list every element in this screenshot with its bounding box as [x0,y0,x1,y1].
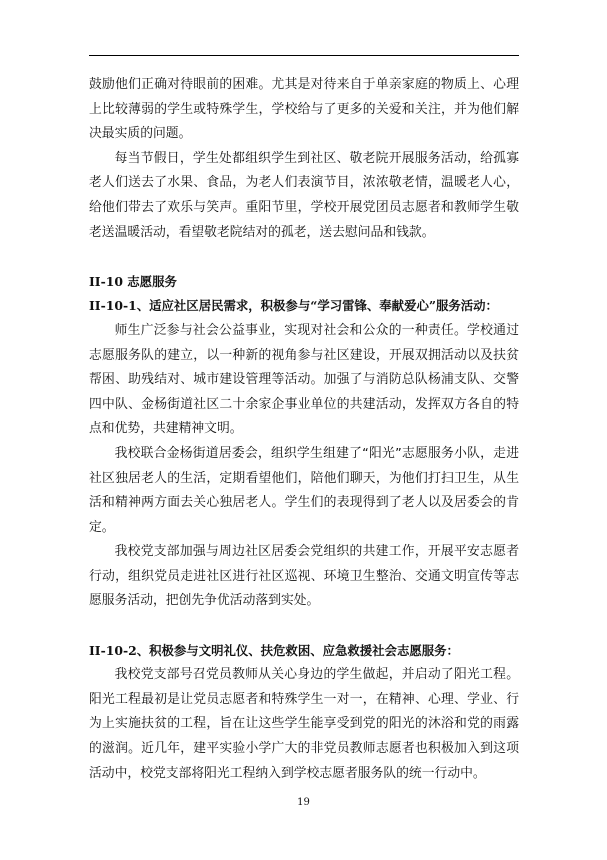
section-heading: II-10 志愿服务 [89,273,177,289]
paragraph-1: 鼓励他们正确对待眼前的困难。尤其是对待来自于单亲家庭的物质上、心理上比较薄弱的学生或特殊学生，学校给与了更多的关爱和关注，并为他们解决最实质的问题。 [89,77,519,142]
paragraph-3: 师生广泛参与社会公益事业，实现对社会和公众的一种责任。学校通过志愿服务队的建立，以一种新的视角参与社区建设，开展双拥活动以及扶贫帮困、助残结对、城市建设管理等活动。加强了与消防总队杨浦支队、交警四中队、金杨街道社区二十余家企事业单位的共建活动，发挥双方各自的特点和优势，共建精神文明。 [89,322,519,437]
spacer [89,245,519,270]
page-number: 19 [297,797,310,808]
subsection-heading-1: II-10-1、适应社区居民需求，积极参与“学习雷锋、奉献爱心”服务活动： [89,298,498,314]
paragraph-5: 我校党支部加强与周边社区居委会党组织的共建工作，开展平安志愿者行动，组织党员走进社区进行社区巡视、环境卫生整治、交通文明宣传等志愿服务活动，把创先争优活动落到实处。 [89,544,519,609]
header-rule [89,55,519,56]
subsection-heading-2: II-10-2、积极参与文明礼仪、扶危救困、应急救援社会志愿服务： [89,642,459,658]
paragraph-2: 每当节假日，学生处都组织学生到社区、敬老院开展服务活动，给孤寡老人们送去了水果、食品，为老人们表演节目，浓浓敬老情，温暖老人心，给他们带去了欢乐与笑声。重阳节里，学校开展党团员志愿者和教师学生敬老送温暖活动，看望敬老院结对的孤老，送去慰问品和钱款。 [89,150,519,240]
document-body [89,73,519,786]
paragraph-4: 我校联合金杨街道居委会，组织学生组建了“阳光”志愿服务小队，走进社区独居老人的生活，定期看望他们，陪他们聊天，为他们打扫卫生，从生活和精神两方面去关心独居老人。学生们的表现得到了老人以及居委会的肯定。 [89,445,519,535]
spacer [89,614,519,639]
paragraph-6: 我校党支部号召党员教师从关心身边的学生做起，并启动了阳光工程。阳光工程最初是让党员志愿者和特殊学生一对一，在精神、心理、学业、行为上实施扶贫的工程，旨在让这些学生能享受到党的阳光的沐浴和党的雨露的滋润。近几年，建平实验小学广大的非党员教师志愿者也积极加入到这项活动中，校党支部将阳光工程纳入到学校志愿者服务队的统一行动中。 [89,667,519,781]
